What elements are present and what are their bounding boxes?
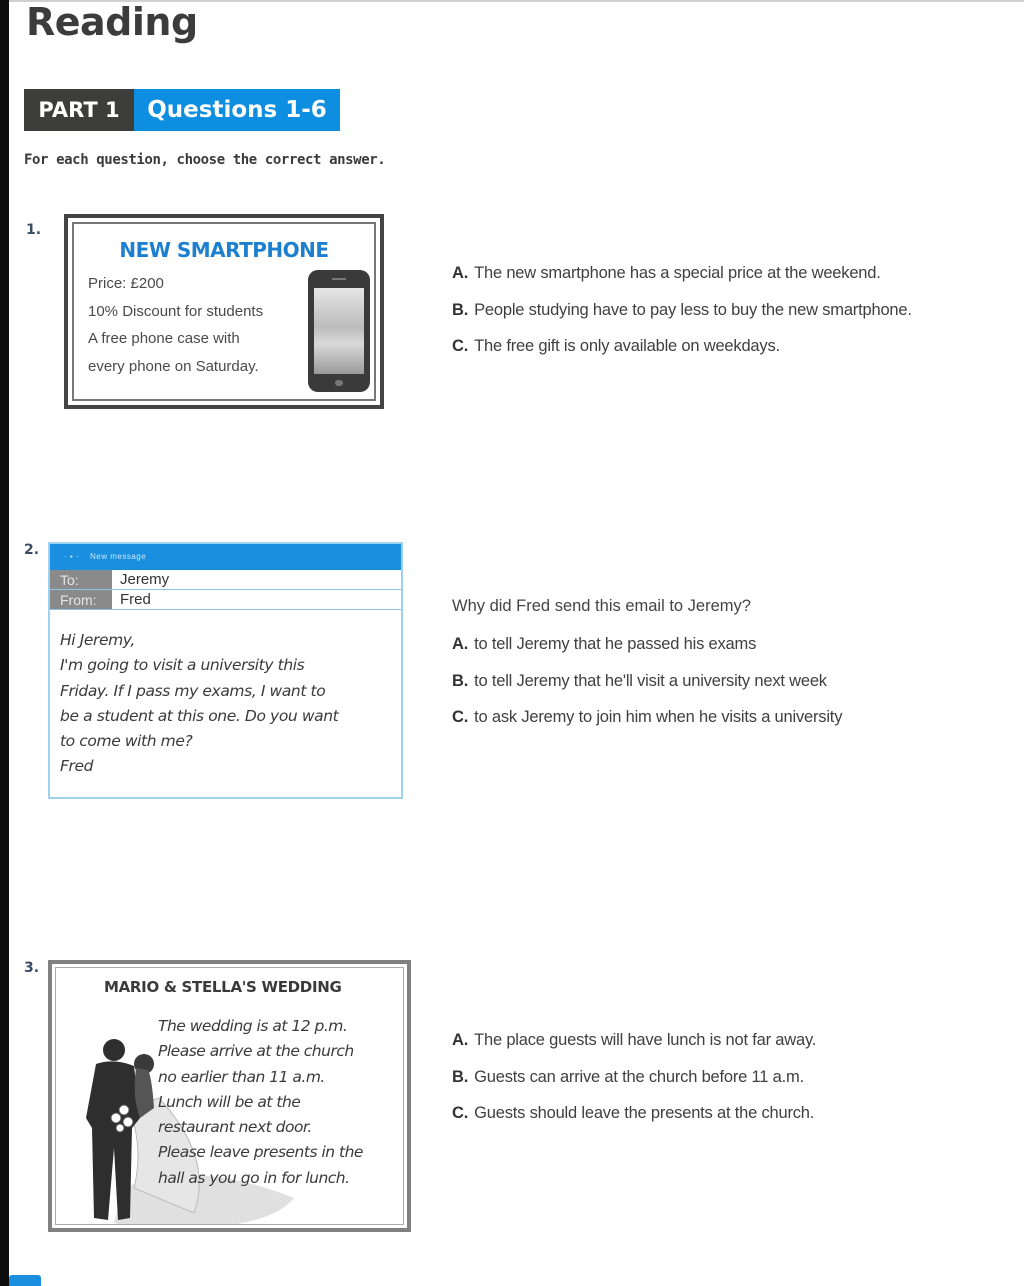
- email-from-row: [50, 590, 401, 610]
- question-number-2: 2.: [24, 542, 40, 558]
- option-a[interactable]: A. The place guests will have lunch is not far away.: [452, 1031, 817, 1049]
- advert-line: Price: £200: [88, 275, 164, 292]
- email-to-label: To:: [50, 570, 112, 589]
- invitation-title: MARIO & STELLA'S WEDDING: [104, 978, 342, 996]
- email-to-value: Jeremy: [120, 571, 170, 588]
- email-header-title: New message: [90, 552, 147, 561]
- invitation-line: hall as you go in for lunch.: [158, 1168, 350, 1187]
- option-c[interactable]: C. Guests should leave the presents at the church.: [452, 1104, 815, 1122]
- email-to-row: [50, 570, 401, 590]
- invitation-line: Please leave presents in the: [158, 1143, 363, 1162]
- option-a[interactable]: A. The new smartphone has a special price at the weekend.: [452, 264, 881, 282]
- email-line: Friday. If I pass my exams, I want to: [60, 681, 326, 700]
- email-line: I'm going to visit a university this: [60, 656, 305, 675]
- option-c[interactable]: C. to ask Jeremy to join him when he visits a university: [452, 708, 843, 726]
- part-banner: [24, 89, 340, 131]
- invitation-line: The wedding is at 12 p.m.: [158, 1017, 348, 1035]
- invitation-line: Please arrive at the church: [158, 1042, 354, 1061]
- email-from-value: Fred: [120, 591, 151, 608]
- option-c[interactable]: C. The free gift is only available on weekdays.: [452, 337, 780, 355]
- advert-line: every phone on Saturday.: [88, 357, 259, 375]
- invitation-line: Lunch will be at the: [158, 1092, 301, 1111]
- smartphone-icon: [308, 270, 370, 392]
- email-from-label: From:: [50, 590, 112, 609]
- email-line: be a student at this one. Do you want: [60, 706, 339, 725]
- option-b[interactable]: B. to tell Jeremy that he'll visit a university next week: [452, 671, 827, 690]
- option-b[interactable]: B. People studying have to pay less to buy the new smartphone.: [452, 300, 912, 319]
- page-title: Reading: [26, 0, 198, 44]
- email-line: Fred: [60, 757, 94, 776]
- question-3-options: [452, 1031, 816, 1141]
- instruction-text: For each question, choose the correct answer.: [24, 152, 386, 168]
- email-message: [48, 542, 403, 799]
- option-b[interactable]: B. Guests can arrive at the church before 11 a.m.: [452, 1067, 804, 1086]
- question-number-1: 1.: [26, 222, 42, 238]
- advert-title: NEW SMARTPHONE: [119, 238, 329, 262]
- email-line: Hi Jeremy,: [60, 631, 135, 649]
- question-2-options: [452, 635, 842, 745]
- option-a[interactable]: A. to tell Jeremy that he passed his exams: [452, 635, 757, 653]
- advert-line: 10% Discount for students: [88, 302, 264, 320]
- email-line: to come with me?: [60, 732, 193, 751]
- questions-range: Questions 1-6: [134, 89, 340, 131]
- invitation-details: [158, 1014, 363, 1191]
- smartphone-advert: [64, 214, 384, 409]
- part-label: PART 1: [24, 89, 134, 131]
- email-header-bar: [50, 544, 401, 570]
- page-corner-tab: [9, 1275, 41, 1286]
- invitation-line: restaurant next door.: [158, 1118, 312, 1137]
- window-controls-icon: · ▪ ·: [64, 552, 90, 561]
- invitation-line: no earlier than 11 a.m.: [158, 1067, 325, 1086]
- question-number-3: 3.: [24, 960, 40, 976]
- advert-line: A free phone case with: [88, 330, 240, 347]
- wedding-invitation: [48, 960, 411, 1232]
- left-edge-strip: [0, 0, 9, 1286]
- advert-details: [88, 270, 263, 380]
- question-2-prompt: Why did Fred send this email to Jeremy?: [452, 597, 751, 615]
- question-1-options: [452, 264, 912, 374]
- email-body: [60, 628, 338, 780]
